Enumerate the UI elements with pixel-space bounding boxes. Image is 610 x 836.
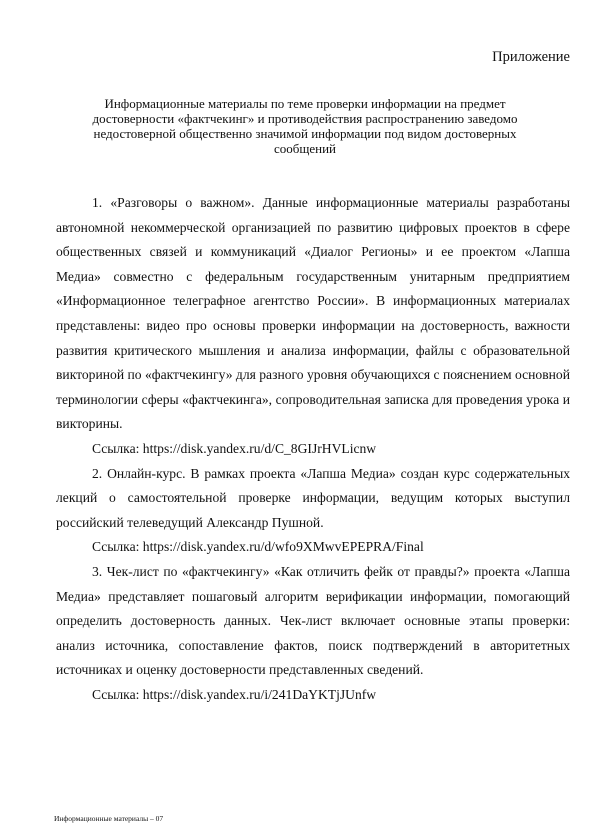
item-2-text: 2. Онлайн-курс. В рамках проекта «Лапша Медиа» создан курс содержательных лекций о самостоятельной проверке информации, ведущим которых выступил российский телеведущий Александр Пушной. xyxy=(56,465,570,530)
item-3-text: 3. Чек-лист по «фактчекингу» «Как отличить фейк от правды?» проекта «Лапша Медиа» представляет пошаговый алгоритм верификации информации, помогающий определить достоверность данных. Чек-лист включает основные этапы проверки: анализ источника, сопоставление фактов, поиск подтверждений в авторитетных источниках и оценку достоверности представленных сведений. xyxy=(56,563,570,678)
item-2-link[interactable]: Ссылка: https://disk.yandex.ru/d/wfo9XMwvEPEPRA/Final xyxy=(92,539,424,555)
page-footer: Информационные материалы – 07 xyxy=(54,814,164,823)
appendix-label: Приложение xyxy=(492,49,570,65)
title-line: Информационные материалы по теме проверки информации на предмет xyxy=(104,96,506,111)
title-line: достоверности «фактчекинг» и противодействия распространению заведомо xyxy=(92,111,518,126)
item-3-link[interactable]: Ссылка: https://disk.yandex.ru/i/241DaYKTjJUnfw xyxy=(92,686,377,702)
document-body xyxy=(56,191,570,707)
item-1-text: 1. «Разговоры о важном». Данные информационные материалы разработаны автономной некоммерческой организацией по развитию цифровых проектов в сфере общественных связей и коммуникаций «Диалог Регионы» и ее проектом «Лапша Медиа» совместно с федеральным государственным унитарным предприятием «Информационное телеграфное агентство России». В информационных материалах представлены: видео про основы проверки информации на достоверность, важности развития критического мышления и анализа информации, файлы с образовательной викториной по «фактчекингу» для разного уровня обучающихся с пояснением основной терминологии сферы «фактчекинга», сопроводительная записка для проведения урока и викторины. xyxy=(56,195,570,432)
title-line: недостоверной общественно значимой информации под видом достоверных xyxy=(93,126,517,141)
item-1-link[interactable]: Ссылка: https://disk.yandex.ru/d/C_8GIJrHVLicnw xyxy=(92,440,377,456)
document-title xyxy=(50,96,560,156)
title-line: сообщений xyxy=(273,141,337,156)
